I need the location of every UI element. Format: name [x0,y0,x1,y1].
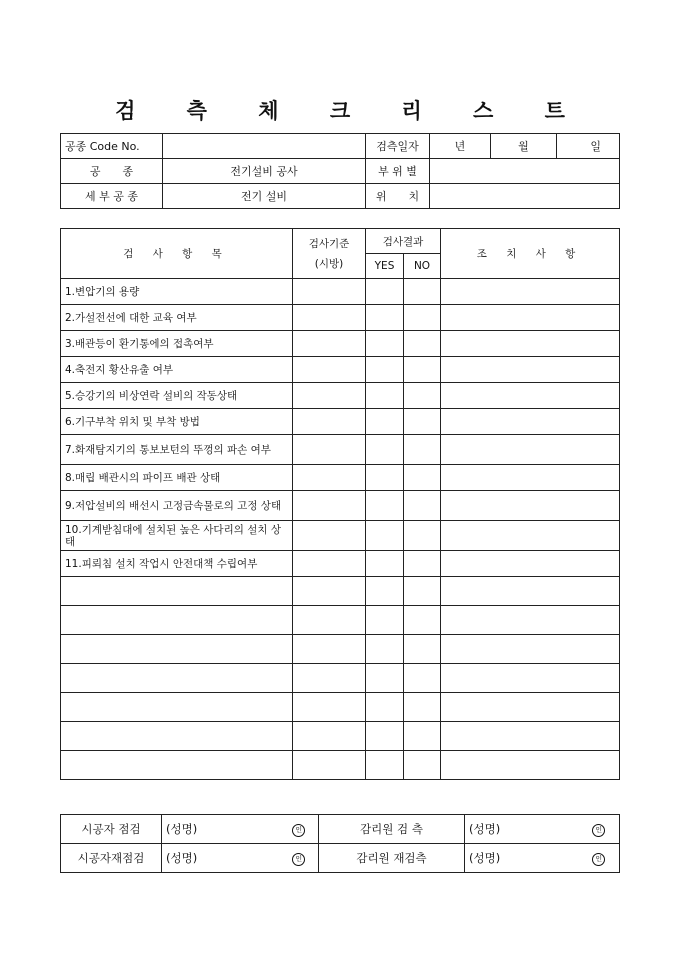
table-row [61,491,620,521]
sub-work-value[interactable]: 전기 설비 [163,184,366,209]
check-item: 3.배관등이 환기통에의 접촉여부 [61,331,293,357]
action-cell[interactable] [441,751,620,780]
yes-cell[interactable] [366,357,404,383]
standard-cell[interactable] [293,577,366,606]
blank-row [61,693,620,722]
table-row [61,279,620,305]
standard-cell[interactable] [293,693,366,722]
no-cell[interactable] [404,606,441,635]
table-row [61,551,620,577]
action-cell[interactable] [441,664,620,693]
action-cell[interactable] [441,465,620,491]
item-cell[interactable] [61,577,293,606]
builder-check-label: 시공자 점검 [61,815,162,844]
check-item: 6.기구부착 위치 및 부착 방법 [61,409,293,435]
item-cell[interactable] [61,664,293,693]
no-cell[interactable] [404,279,441,305]
standard-cell[interactable] [293,331,366,357]
blank-row [61,606,620,635]
yes-cell[interactable] [366,465,404,491]
table-row [61,435,620,465]
standard-cell[interactable] [293,305,366,331]
action-cell[interactable] [441,383,620,409]
supervisor-check-name[interactable]: (성명) [465,815,579,844]
work-code-label: 공종 Code No. [61,134,163,159]
yes-cell[interactable] [366,606,404,635]
date-year[interactable]: 년 [430,134,491,159]
check-item: 11.피뢰침 설치 작업시 안전대책 수립여부 [61,551,293,577]
yes-cell[interactable] [366,551,404,577]
table-row [61,383,620,409]
item-cell[interactable] [61,693,293,722]
checklist-table [60,228,620,780]
no-cell[interactable] [404,664,441,693]
table-row [61,305,620,331]
yes-cell[interactable] [366,435,404,465]
action-cell[interactable] [441,331,620,357]
no-cell[interactable] [404,491,441,521]
blank-row [61,722,620,751]
sub-work-label: 세 부 공 종 [61,184,163,209]
no-cell[interactable] [404,577,441,606]
item-cell[interactable] [61,606,293,635]
no-cell[interactable] [404,751,441,780]
item-cell[interactable] [61,635,293,664]
check-item: 9.저압설비의 배선시 고정금속물로의 고정 상태 [61,491,293,521]
action-cell[interactable] [441,577,620,606]
work-code-field[interactable] [163,134,366,159]
page-title: 검 측 체 크 리 스 트 [115,98,587,123]
inspect-date-label: 검측일자 [366,134,430,159]
check-item: 5.승강기의 비상연락 설비의 작동상태 [61,383,293,409]
no-cell[interactable] [404,357,441,383]
col-action-header: 조 치 사 항 [441,229,620,279]
no-cell[interactable] [404,635,441,664]
no-cell[interactable] [404,465,441,491]
no-cell[interactable] [404,331,441,357]
item-cell[interactable] [61,722,293,751]
position-field[interactable] [430,184,620,209]
standard-cell[interactable] [293,551,366,577]
no-cell[interactable] [404,521,441,551]
yes-cell[interactable] [366,409,404,435]
builder-check-name[interactable]: (성명) [162,815,280,844]
yes-cell[interactable] [366,279,404,305]
action-cell[interactable] [441,409,620,435]
blank-row [61,664,620,693]
action-cell[interactable] [441,635,620,664]
action-cell[interactable] [441,305,620,331]
check-item: 1.변압기의 용량 [61,279,293,305]
standard-cell[interactable] [293,751,366,780]
action-cell[interactable] [441,435,620,465]
work-value[interactable]: 전기설비 공사 [163,159,366,184]
yes-cell[interactable] [366,693,404,722]
col-result-header: 검사결과 [366,229,441,254]
header-info-table [60,133,620,209]
date-day[interactable]: 일 [557,134,620,159]
no-cell[interactable] [404,551,441,577]
work-label: 공 종 [61,159,163,184]
standard-cell[interactable] [293,357,366,383]
yes-cell[interactable] [366,722,404,751]
check-item: 4.축전지 황산유출 여부 [61,357,293,383]
yes-cell[interactable] [366,664,404,693]
table-row [61,521,620,551]
standard-cell[interactable] [293,491,366,521]
col-standard-header [293,229,366,279]
action-cell[interactable] [441,357,620,383]
col-standard-sub: (시방) [314,257,344,270]
standard-cell[interactable] [293,635,366,664]
location-field[interactable] [430,159,620,184]
check-item: 8.매립 배관시의 파이프 배관 상태 [61,465,293,491]
builder-check-seal[interactable] [280,815,319,844]
no-cell[interactable] [404,722,441,751]
seal-icon: 인 [292,853,305,866]
blank-row [61,635,620,664]
blank-row [61,751,620,780]
supervisor-check-label: 감리원 검 측 [319,815,465,844]
col-item-header: 검 사 항 목 [61,229,293,279]
no-cell[interactable] [404,409,441,435]
supervisor-recheck-name[interactable]: (성명) [465,844,579,873]
builder-recheck-label: 시공자재점검 [61,844,162,873]
location-label: 부 위 별 [366,159,430,184]
check-item: 2.가설전선에 대한 교육 여부 [61,305,293,331]
seal-icon: 인 [592,824,605,837]
builder-recheck-name[interactable]: (성명) [162,844,280,873]
blank-row [61,577,620,606]
yes-cell[interactable] [366,577,404,606]
standard-cell[interactable] [293,435,366,465]
no-cell[interactable] [404,383,441,409]
action-cell[interactable] [441,521,620,551]
supervisor-check-seal[interactable] [579,815,620,844]
action-cell[interactable] [441,606,620,635]
standard-cell[interactable] [293,606,366,635]
col-yes-header: YES [366,254,404,279]
no-cell[interactable] [404,305,441,331]
action-cell[interactable] [441,491,620,521]
standard-cell[interactable] [293,722,366,751]
supervisor-recheck-seal[interactable] [579,844,620,873]
standard-cell[interactable] [293,521,366,551]
seal-icon: 인 [292,824,305,837]
yes-cell[interactable] [366,635,404,664]
col-standard-label: 검사기준 [308,237,350,250]
action-cell[interactable] [441,279,620,305]
date-month[interactable]: 월 [491,134,557,159]
standard-cell[interactable] [293,409,366,435]
supervisor-recheck-label: 감리원 재검측 [319,844,465,873]
no-cell[interactable] [404,435,441,465]
yes-cell[interactable] [366,751,404,780]
standard-cell[interactable] [293,664,366,693]
table-row [61,331,620,357]
check-item: 7.화재탐지기의 통보보턴의 뚜껑의 파손 여부 [61,435,293,465]
no-cell[interactable] [404,693,441,722]
table-row [61,357,620,383]
action-cell[interactable] [441,551,620,577]
yes-cell[interactable] [366,331,404,357]
standard-cell[interactable] [293,465,366,491]
yes-cell[interactable] [366,521,404,551]
signature-table [60,814,620,873]
standard-cell[interactable] [293,279,366,305]
standard-cell[interactable] [293,383,366,409]
table-row [61,465,620,491]
yes-cell[interactable] [366,383,404,409]
item-cell[interactable] [61,751,293,780]
position-label: 위 치 [366,184,430,209]
action-cell[interactable] [441,693,620,722]
action-cell[interactable] [441,722,620,751]
col-no-header: NO [404,254,441,279]
table-row [61,409,620,435]
builder-recheck-seal[interactable] [280,844,319,873]
seal-icon: 인 [592,853,605,866]
yes-cell[interactable] [366,305,404,331]
yes-cell[interactable] [366,491,404,521]
check-item: 10.기계받침대에 설치된 높은 사다리의 설치 상태 [61,521,293,551]
